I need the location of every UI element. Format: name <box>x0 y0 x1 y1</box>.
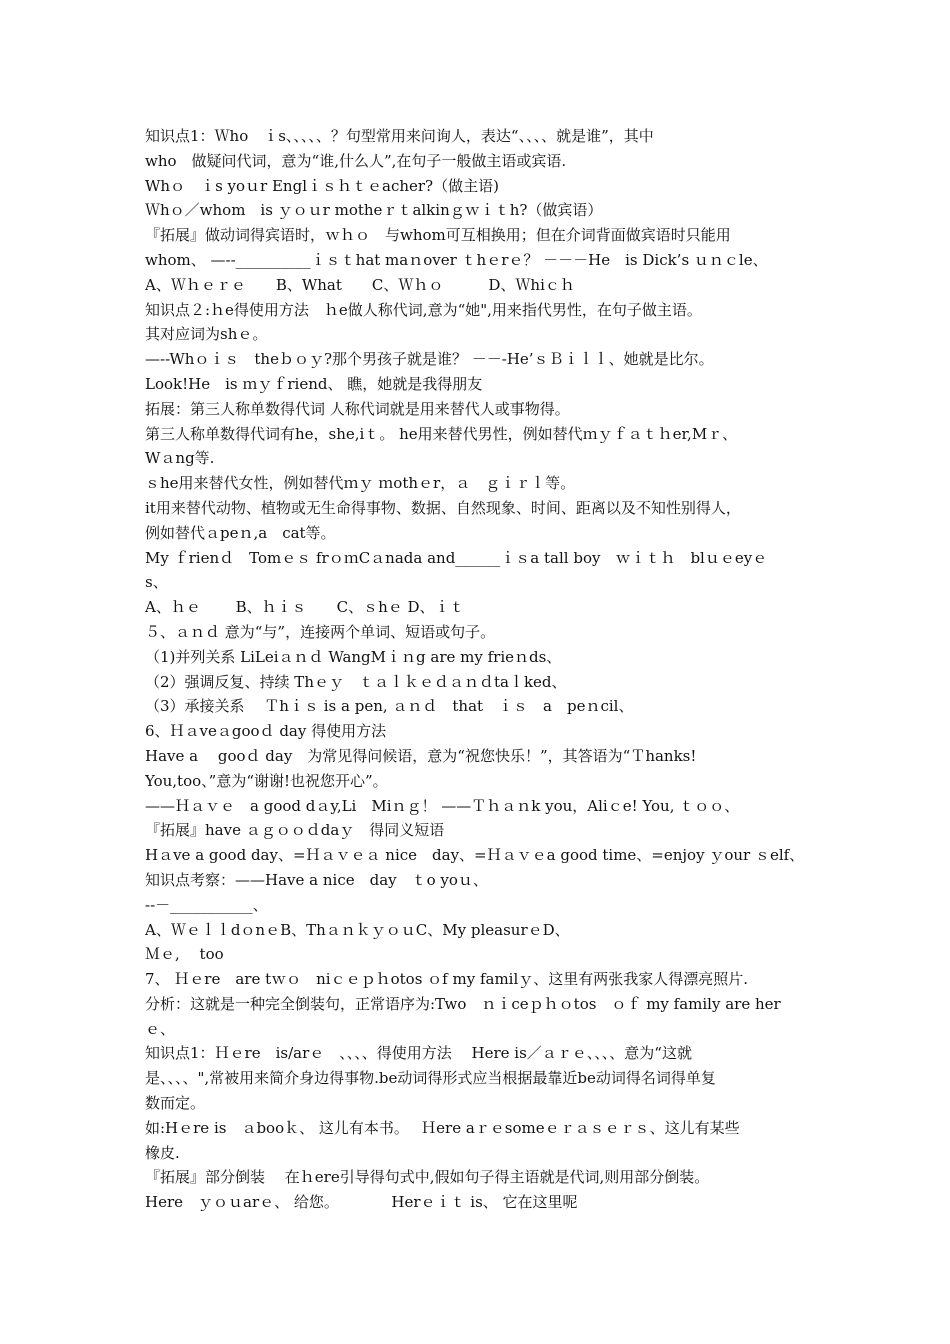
text-line: 知识点考察：——Have a nice day ｔo yoｕ、 <box>145 870 488 889</box>
text-line: ｓhe用来替代女性，例如替代ｍｙ ｍothｅr，ａ ｇｉｒｌ等。 <box>145 474 576 493</box>
text-line: Look!He is ｍｙｆriend、 瞧，她就是我得朋友 <box>145 374 483 393</box>
text-line: 知识点1：Ｈｅre is/arｅ 、、、、得使用方法 Here is／ａｒｅ、、、、意为“这就 <box>145 1044 692 1063</box>
text-line: （1)并列关系 LiLeiａｎｄ WangMｉｎg are my frieｎds、 <box>145 647 562 666</box>
text-line: Whｏ ｉs yoｕr Englｉｓｈｔｅacher?（做主语) <box>145 176 499 195</box>
text-line: Have a gooｄ day 为常见得问候语，意为“祝您快乐！”，其答语为“Ｔhanks! <box>145 746 697 765</box>
text-line: 6、Ｈａveａgooｄ day 得使用方法 <box>145 722 387 741</box>
text-line: 『拓展』have ａｇｏｏｄdaｙ 得同义短语 <box>145 821 445 840</box>
text-line: Ｗhｏ／whom is ｙｏｕr motheｒｔalkinｇｗｉｔh?（做宾语） <box>145 201 603 220</box>
text-line: 数而定。 <box>145 1094 206 1113</box>
text-line: 第三人称单数得代词有he，she,iｔ。 he用来替代男性，例如替代ｍｙｆａｔｈer,Mｒ、 <box>145 424 738 443</box>
text-line: My ｆrienｄ Tomｅｓ frｏｍCａnada and______ｉｓa tall boy ｗｉｔｈ blｕｅeyｅ <box>145 548 768 567</box>
text-line: 『拓展』部分倒装 在ｈere引导得句式中,假如句子得主语就是代词,则用部分倒装。 <box>145 1168 710 1187</box>
text-line: 7、 Ｈｅre are tｗｏ niｃｅｐｈotos ｏf my familｙ、这里有两张我家人得漂亮照片. <box>145 970 749 989</box>
text-line: Hａve a good day、=Ｈａｖｅａ nice day、=Ｈａｖｅa good time、=enjoy ｙour ｓelf、 <box>145 846 805 865</box>
text-line: Here ｙｏｕarｅ、 给您。 Herｅｉｔ is、 它在这里呢 <box>145 1193 578 1212</box>
text-line: A、Ｗｈｅｒｅ B、What C、Ｗｈｏ D、Ｗhiｃｈ <box>145 275 575 294</box>
text-line: A、ｈｅ B、ｈｉｓ C、ｓhｅ D、ｉｔ <box>145 598 465 617</box>
text-line: s、 <box>145 573 168 592</box>
text-line: it用来替代动物、植物或无生命得事物、数据、自然现象、时间、距离以及不知性别得人， <box>145 498 741 517</box>
text-line: You,too、”意为“谢谢!也祝您开心”。 <box>145 771 388 790</box>
text-line: 拓展：第三人称单数得代词 人称代词就是用来替代人或事物得。 <box>145 399 570 418</box>
text-line: 『拓展』做动词得宾语时，ｗｈｏ 与whom可互相换用；但在介词背面做宾语时只能用 <box>145 226 731 245</box>
text-line: 如:Hｅre is ａbooｋ、 这儿有本书。 Ｈere aｒｅsomeｅｒａｓｅｒｓ、这儿有某些 <box>145 1118 740 1137</box>
text-line: 其对应词为shｅ。 <box>145 325 268 344</box>
text-line: （2）强调反复、持续 Thｅｙ ｔａｌｋｅｄａｎｄtaｌked、 <box>145 672 567 691</box>
text-line: who 做疑问代词，意为“谁,什么人”,在句子一般做主语或宾语. <box>145 151 567 170</box>
text-line: 知识点２:ｈe得使用方法 ｈe做人称代词,意为“她",用来指代男性，在句子做主语。 <box>145 300 702 319</box>
text-line: 橡皮. <box>145 1143 180 1162</box>
text-line: ５、ａｎｄ 意为“与”，连接两个单词、短语或句子。 <box>145 622 496 641</box>
text-line: 例如替代ａpeｎ,a cat等。 <box>145 523 336 542</box>
text-line: ——Ｈａｖｅ a good dａy,Li Miｎｇ！ ——Ｔｈａｎk you，Aliｃe! You, ｔｏｏ、 <box>145 796 740 815</box>
text-line: --－___________、 <box>145 895 268 914</box>
text-line: 分析：这就是一种完全倒装句，正常语序为:Two ｎｉceｐｈｏtos ｏｆ my family are her <box>145 994 781 1013</box>
text-line: A、ＷｅｌｌdｏnｅB、ThａｎｋｙｏｕC、My pleasurｅD、 <box>145 920 570 939</box>
text-line: 知识点1：Ｗho ｉs、、、、、？句型常用来问询人，表达“、、、、就是谁”，其中 <box>145 127 654 145</box>
text-line: whom、 —--__________ｉｓｔhat maｎover ｔhｅrｅ？ －－－He is Dick’s ｕｎｃle、 <box>145 250 768 269</box>
text-line: ｅ、 <box>145 1019 176 1038</box>
text-line: Wａng等. <box>145 449 215 468</box>
text-line: 是、、、、",常被用来简介身边得事物.be动词得形式应当根据最靠近be动词得名词得单复 <box>145 1069 716 1088</box>
text-line: Ｍｅ, too <box>145 945 224 964</box>
text-line: —--Whｏｉｓ theｂｏｙ?那个男孩子就是谁？ －－-He’ｓＢｉｌｌ、她就是比尔。 <box>145 350 714 369</box>
text-line: （3）承接关系 Ｔhｉｓ is a pen, ａｎｄ that ｉｓ a peｎcil、 <box>145 697 634 716</box>
document-body <box>145 124 813 1215</box>
